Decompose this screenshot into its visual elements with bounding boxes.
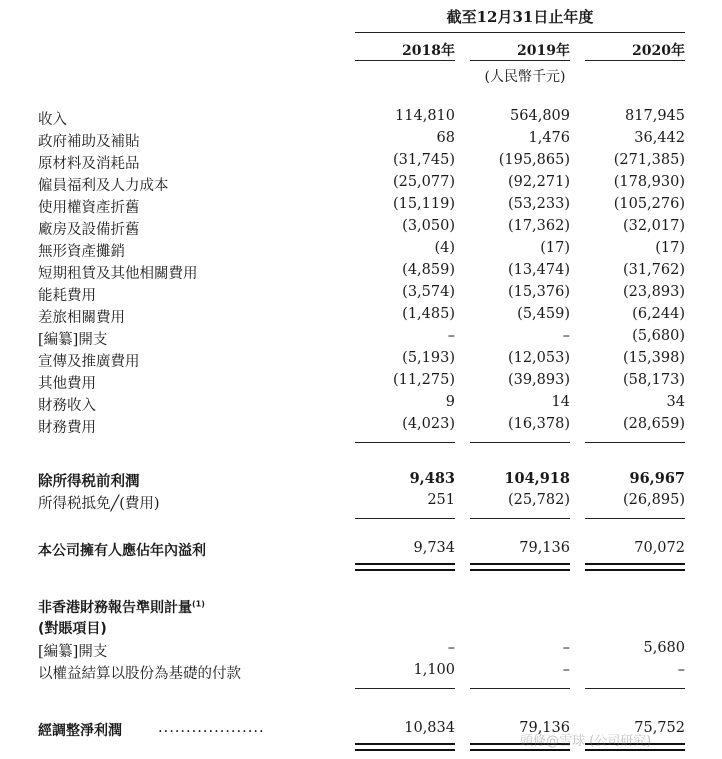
adjusted-double-rule-2018 xyxy=(355,743,455,751)
value-2018: (11,275) xyxy=(392,372,455,388)
value-2019: 564,809 xyxy=(510,108,570,124)
value-2018: 10,834 xyxy=(404,720,455,736)
row-label: 使用權資產折舊 xyxy=(38,200,140,216)
value-2018: (4,859) xyxy=(402,262,455,278)
row-label: 政府補助及補貼 xyxy=(38,134,140,150)
row-label: 宣傳及推廣費用 xyxy=(38,354,140,370)
statement-row xyxy=(0,350,722,372)
row-label: 本公司擁有人應佔年內溢利 xyxy=(38,543,206,559)
value-2019: (15,376) xyxy=(507,284,570,300)
adj-rule-2019 xyxy=(470,688,570,689)
value-2020: (58,173) xyxy=(622,372,685,388)
statement-row xyxy=(0,306,722,328)
value-2018: (4) xyxy=(434,240,455,256)
non-hkfrs-subtitle xyxy=(0,618,722,640)
value-2020: 817,945 xyxy=(625,108,685,124)
statement-row xyxy=(0,262,722,284)
value-2019: – xyxy=(562,662,570,678)
value-2020: 96,967 xyxy=(629,470,685,487)
value-2020: 5,680 xyxy=(643,640,685,656)
value-2019: (53,233) xyxy=(507,196,570,212)
value-2018: (3,574) xyxy=(402,284,455,300)
pretax-profit-row xyxy=(0,470,722,492)
statement-row xyxy=(0,394,722,416)
value-2018: (15,119) xyxy=(392,196,455,212)
value-2020: (17) xyxy=(655,240,685,256)
row-label: 短期租賃及其他相關費用 xyxy=(38,266,198,282)
section-subtitle: (對賬項目) xyxy=(38,621,107,637)
year-2019: 2019年 xyxy=(517,43,570,59)
profit-for-year-row xyxy=(0,540,722,562)
total-double-rule-2019 xyxy=(470,563,570,571)
value-2020: 34 xyxy=(666,394,685,410)
value-2020: – xyxy=(677,662,685,678)
total-double-rule-2018 xyxy=(355,563,455,571)
row-label: [編纂]開支 xyxy=(38,332,108,348)
subtotal-rule-2019 xyxy=(470,518,570,519)
footnote-marker: (1) xyxy=(192,599,205,609)
value-2018: (4,023) xyxy=(402,416,455,432)
value-2018: (31,745) xyxy=(392,152,455,168)
statement-row xyxy=(0,196,722,218)
value-2020: (23,893) xyxy=(622,284,685,300)
value-2020: (31,762) xyxy=(622,262,685,278)
row-label: [編纂]開支 xyxy=(38,644,108,660)
row-label: 以權益結算以股份為基礎的付款 xyxy=(38,666,241,682)
value-2018: (25,077) xyxy=(392,174,455,190)
income-tax-row xyxy=(0,492,722,514)
statement-row xyxy=(0,372,722,394)
share-based-payment-row xyxy=(0,662,722,684)
year-rule-2020 xyxy=(585,60,685,61)
row-label: 其他費用 xyxy=(38,376,96,392)
value-2019: 79,136 xyxy=(519,540,570,556)
rows-total-rule-2018 xyxy=(355,442,455,443)
header-rule xyxy=(355,32,685,33)
statement-row xyxy=(0,218,722,240)
period-header: 截至12月31日止年度 xyxy=(446,8,594,26)
row-label: 原材料及消耗品 xyxy=(38,156,140,172)
value-2020: (105,276) xyxy=(613,196,685,212)
value-2019: 14 xyxy=(551,394,570,410)
value-2019: – xyxy=(562,640,570,656)
value-2018: 1,100 xyxy=(413,662,455,678)
adj-rule-2018 xyxy=(355,688,455,689)
non-hkfrs-title xyxy=(0,597,722,619)
value-2020: (178,930) xyxy=(613,174,685,190)
row-label: 所得税抵免╱(費用) xyxy=(38,496,160,512)
value-2019: (195,865) xyxy=(498,152,570,168)
year-rule-2018 xyxy=(355,60,455,61)
value-2020: 75,752 xyxy=(634,720,685,736)
value-2020: 36,442 xyxy=(634,130,685,146)
row-label: 財務收入 xyxy=(38,398,96,414)
row-label: 差旅相關費用 xyxy=(38,310,125,326)
value-2018: (3,050) xyxy=(402,218,455,234)
value-2020: (5,680) xyxy=(632,328,685,344)
value-2019: (12,053) xyxy=(507,350,570,366)
adj-rule-2020 xyxy=(585,688,685,689)
statement-row xyxy=(0,152,722,174)
listing-expenses-adj-row xyxy=(0,640,722,662)
value-2020: (28,659) xyxy=(622,416,685,432)
year-2020: 2020年 xyxy=(632,43,685,59)
value-2018: 114,810 xyxy=(395,108,455,124)
value-2018: 9,734 xyxy=(413,540,455,556)
value-2019: (5,459) xyxy=(517,306,570,322)
value-2018: – xyxy=(447,328,455,344)
value-2018: 68 xyxy=(436,130,455,146)
row-label: 除所得税前利潤 xyxy=(38,473,140,490)
value-2018: 9,483 xyxy=(409,470,455,487)
value-2018: – xyxy=(447,640,455,656)
value-2020: (15,398) xyxy=(622,350,685,366)
value-2020: (6,244) xyxy=(632,306,685,322)
total-double-rule-2020 xyxy=(585,563,685,571)
value-2018: 251 xyxy=(427,492,455,508)
rows-total-rule-2020 xyxy=(585,442,685,443)
leader-dots: ................... xyxy=(158,720,265,736)
subtotal-rule-2018 xyxy=(355,518,455,519)
value-2019: (17,362) xyxy=(507,218,570,234)
value-2019: (25,782) xyxy=(507,492,570,508)
statement-row xyxy=(0,284,722,306)
rows-total-rule-2019 xyxy=(470,442,570,443)
row-label: 能耗費用 xyxy=(38,288,96,304)
value-2018: (5,193) xyxy=(402,350,455,366)
subtotal-rule-2020 xyxy=(585,518,685,519)
statement-row xyxy=(0,130,722,152)
row-label: 廠房及設備折舊 xyxy=(38,222,140,238)
statement-row xyxy=(0,108,722,130)
row-label: 經調整淨利潤 xyxy=(38,723,122,739)
value-2020: (271,385) xyxy=(613,152,685,168)
row-label: 僱員福利及人力成本 xyxy=(38,178,169,194)
watermark: 頭條@雪球 (公司研究) xyxy=(520,734,652,749)
year-rule-2019 xyxy=(470,60,570,61)
value-2019: 1,476 xyxy=(528,130,570,146)
statement-row xyxy=(0,174,722,196)
section-title-text: 非香港財務報告準則計量 xyxy=(38,600,192,616)
value-2019: – xyxy=(562,328,570,344)
value-2020: 70,072 xyxy=(634,540,685,556)
row-label: 收入 xyxy=(38,112,67,128)
statement-row xyxy=(0,328,722,350)
year-2018: 2018年 xyxy=(402,43,455,59)
currency-unit: (人民幣千元) xyxy=(484,69,566,85)
value-2019: (39,893) xyxy=(507,372,570,388)
statement-row xyxy=(0,416,722,438)
row-label: 財務費用 xyxy=(38,420,96,436)
value-2019: (13,474) xyxy=(507,262,570,278)
value-2020: (32,017) xyxy=(622,218,685,234)
row-label: 無形資產攤銷 xyxy=(38,244,125,260)
value-2018: (1,485) xyxy=(402,306,455,322)
value-2019: (16,378) xyxy=(507,416,570,432)
value-2019: (17) xyxy=(540,240,570,256)
section-title xyxy=(38,597,205,617)
value-2020: (26,895) xyxy=(622,492,685,508)
value-2019: 104,918 xyxy=(504,470,570,487)
statement-row xyxy=(0,240,722,262)
value-2019: (92,271) xyxy=(507,174,570,190)
value-2019: 79,136 xyxy=(519,720,570,736)
value-2018: 9 xyxy=(445,394,455,410)
